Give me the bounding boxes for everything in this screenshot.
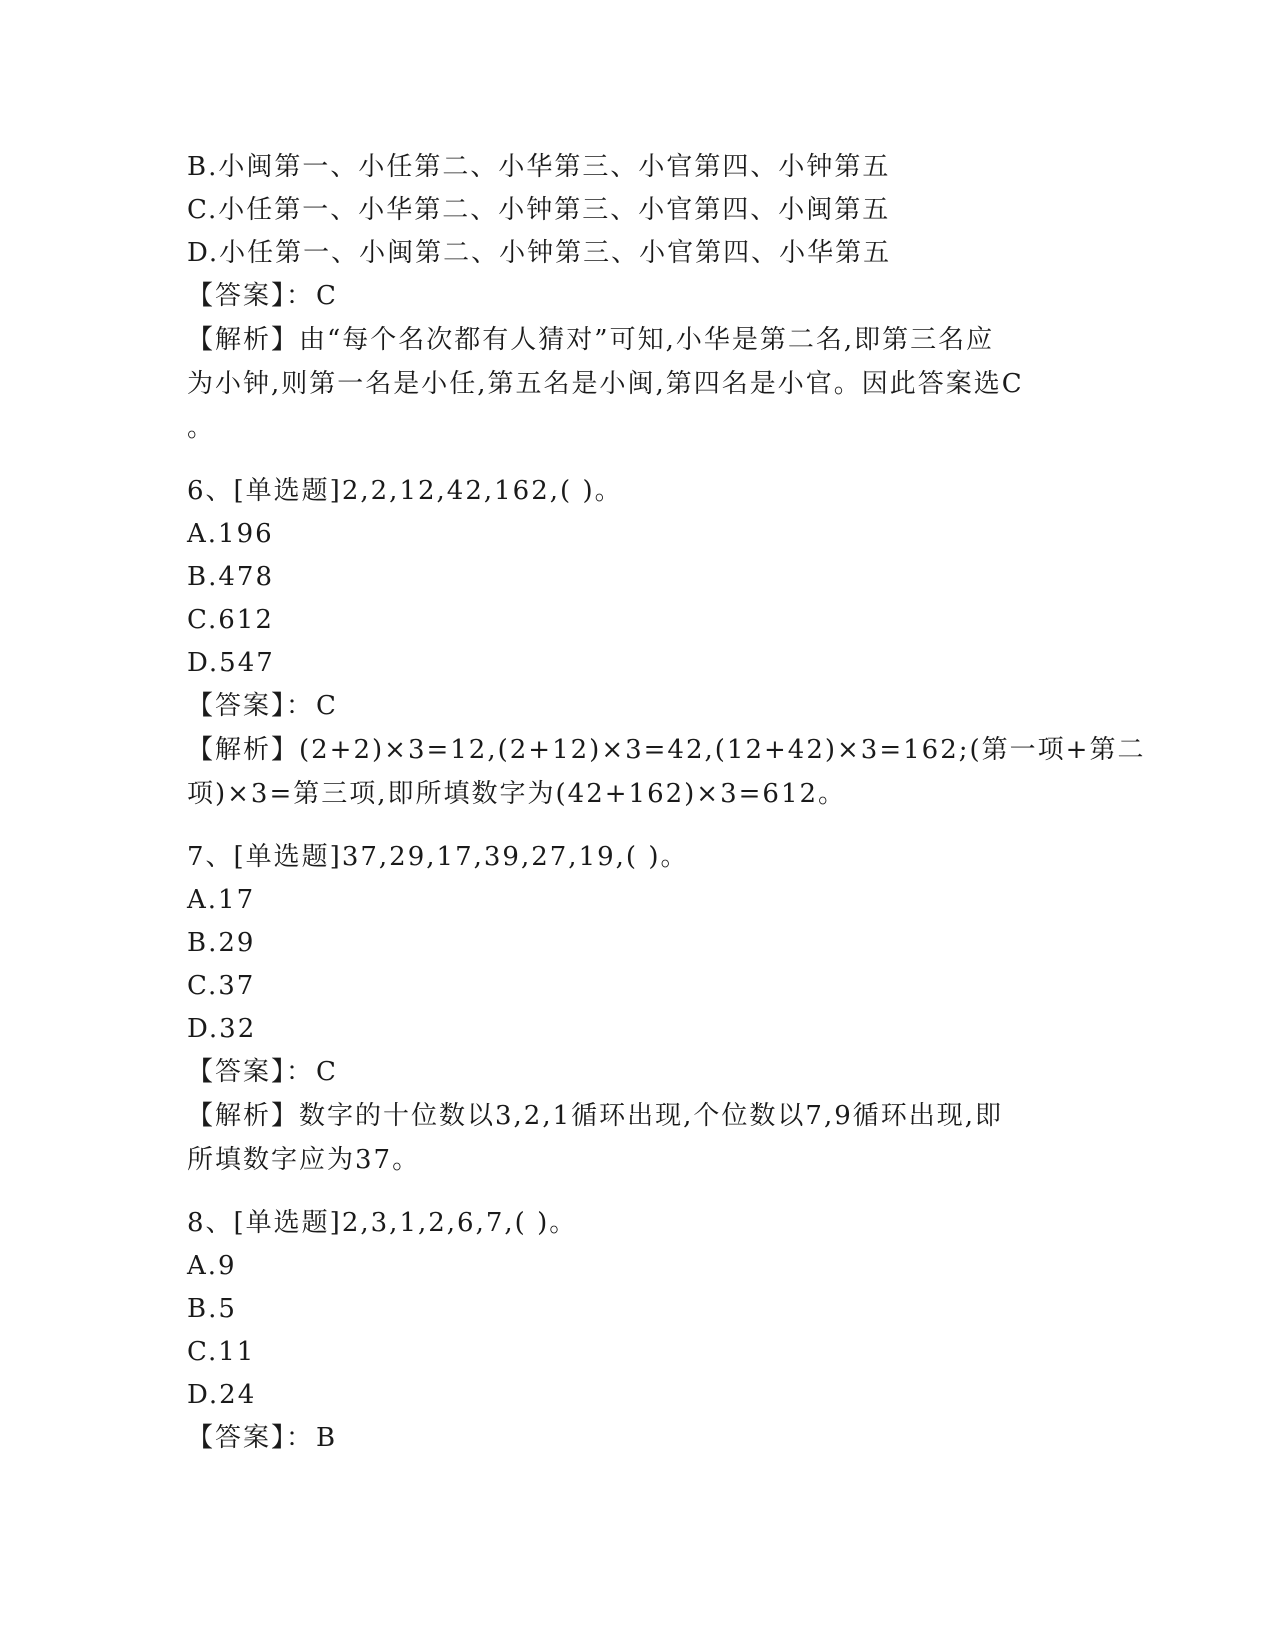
answer-label: 【答案】 [187,1423,287,1453]
option-c: C.612 [187,605,274,635]
question-stem: 7、[单选题]37,29,17,39,27,19,( )。 [187,842,689,872]
answer-value: C [316,281,338,311]
analysis-line: 项)×3=第三项,即所填数字为(42+162)×3=612。 [187,779,847,809]
question-8 [187,1202,1067,1460]
answer-label: 【答案】 [187,691,287,721]
answer-separator: ： [286,1057,315,1087]
analysis-line: 【解析】数字的十位数以3,2,1循环出现,个位数以7,9循环出现,即 [187,1101,1004,1131]
option-a: A.17 [187,885,256,915]
option-c: C.37 [187,971,256,1001]
answer-value: B [316,1423,338,1453]
answer-separator: ： [286,691,315,721]
analysis-line: 所填数字应为37。 [187,1145,421,1175]
answer-label: 【答案】 [187,1057,287,1087]
answer-separator: ： [286,281,315,311]
option-c: C.11 [187,1337,256,1367]
question-stem: 8、[单选题]2,3,1,2,6,7,( )。 [187,1208,578,1238]
option-a: A.196 [187,519,274,549]
question-7 [187,836,1067,1182]
option-c: C.小任第一、小华第二、小钟第三、小官第四、小闽第五 [187,195,891,225]
answer-row [187,1051,1067,1094]
analysis-line: 【解析】由“每个名次都有人猜对”可知,小华是第二名,即第三名应 [187,325,995,355]
answer-value: C [316,691,338,721]
answer-row [187,1417,1067,1460]
option-b: B.小闽第一、小任第二、小华第三、小官第四、小钟第五 [187,152,891,182]
option-b: B.478 [187,562,274,592]
answer-row [187,685,1067,728]
answer-row [187,275,1067,318]
option-d: D.32 [187,1014,257,1044]
option-a: A.9 [187,1251,237,1281]
answer-separator: ： [286,1423,315,1453]
question-stem: 6、[单选题]2,2,12,42,162,( )。 [187,476,623,506]
analysis-line: 。 [187,413,216,443]
document-page [187,146,1146,1460]
option-d: D.24 [187,1380,257,1410]
analysis-line: 【解析】(2+2)×3=12,(2+12)×3=42,(12+42)×3=162;(第一项+第二 [187,735,1146,765]
answer-value: C [316,1057,338,1087]
question-5 [187,146,1067,450]
question-6 [187,470,1146,816]
option-b: B.5 [187,1294,237,1324]
option-d: D.小任第一、小闽第二、小钟第三、小官第四、小华第五 [187,238,892,268]
answer-label: 【答案】 [187,281,287,311]
option-d: D.547 [187,648,275,678]
option-b: B.29 [187,928,256,958]
analysis-line: 为小钟,则第一名是小任,第五名是小闽,第四名是小官。因此答案选C [187,369,1024,399]
